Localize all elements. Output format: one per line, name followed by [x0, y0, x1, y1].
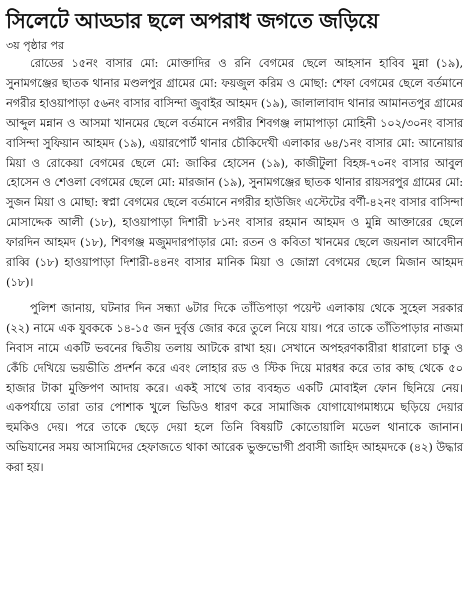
- article-paragraph: রোডের ১৫নং বাসার মো: মোক্তাদির ও রনি বেগমের ছেলে আহসান হাবিব মুন্না (১৯), সুনামগঞ্জের ছাতক থানার মণ্ডলপুর গ্রামের মো: ফয়জুল করিম ও মোছা: শেফা বেগমের ছেলে বর্তমানে নগরীর হাওয়াপাড়া ৫৬নং বাসার বাসিন্দা জুবাইর আহমদ (১৯), জালালাবাদ থানার আমানতপুর গ্রামের আব্দুল মন্নান ও আসমা খানমের ছেলে বর্তমানে নগরীর শিবগঞ্জ লামাপাড়া মোহিনী ১০২/৩০নং বাসার বাসিন্দা সুফিয়ান আহমদ (১৯), এয়ারপোর্ট থানার চৌকিদেখী এলাকার ৬৪/১নং বাসার মো: আনোয়ার মিয়া ও রোকেয়া বেগমের ছেলে মো: জাকির হোসেন (১৯), কাজীটুলা বিহঙ্গ-৭০নং বাসার আবুল হোসেন ও শেওলা বেগমের ছেলে মো: মারজান (১৯), সুনামগঞ্জের ছাতক থানার রায়সরপুর গ্রামের মো: সুজন মিয়া ও মোছা: স্বপ্না বেগমের ছেলে বর্তমানে নগরীর হাউজিং এস্টেটের বর্ণী-৪২নং বাসার বাসিন্দা মোসাদ্দেক আলী (১৮), হাওয়াপাড়া দিশারী ৮১নং বাসার রহমান আহমদ ও মুন্নি আক্তারের ছেলে ফারদিন আহমদ (১৮), শিবগঞ্জ মজুমদারপাড়ার মো: রতন ও কবিতা খানমের ছেলে জয়নাল আবেদীন রাব্বি (১৮) হাওয়াপাড়া দিশারী-৪৪নং বাসার মানিক মিয়া ও জোস্না বেগমের ছেলে মিজান আহমদ (১৮)।: [6, 56, 463, 289]
- continuation-note: ৩য় পৃষ্ঠার পর: [6, 39, 65, 52]
- article-headline: সিলেটে আড্ডার ছলে অপরাধ জগতে জড়িয়ে: [6, 9, 379, 33]
- article-paragraph: পুলিশ জানায়, ঘটনার দিন সন্ধ্যা ৬টার দিকে তাঁতিপাড়া পয়েন্ট এলাকায় থেকে সুহেল সরকার (২২) নামে এক যুবককে ১৪-১৫ জন দুর্বৃত্ত জোর করে তুলে নিয়ে যায়। পরে তাকে তাঁতিপাড়ার নাজমা নিবাস নামে একটি ভবনের দ্বিতীয় তলায় আটকে রাখা হয়। সেখানে অপহরণকারীরা ধারালো চাকু ও কেঁচি দেখিয়ে ভয়ভীতি প্রদর্শন করে এবং লোহার রড ও স্টিক দিয়ে মারধর করে তার কাছ থেকে ৫০ হাজার টাকা মুক্তিপণ আদায় করে। একই সাথে তার ব্যবহৃত একটি মোবাইল ফোন ছিনিয়ে নেয়। একপর্যায়ে তারা তার পোশাক খুলে ভিডিও ধারণ করে সামাজিক যোগাযোগমাধ্যমে ছড়িয়ে দেয়ার হুমকিও দেয়। পরে তাকে ছেড়ে দেয়া হলে তিনি বিষয়টি কোতোয়ালি মডেল থানাকে জানান। অভিযানের সময় আসামিদের হেফাজতে থাকা আরেক ভুক্তভোগী প্রবাসী জাহিদ আহমদকে (৪২) উদ্ধার করা হয়।: [6, 300, 463, 475]
